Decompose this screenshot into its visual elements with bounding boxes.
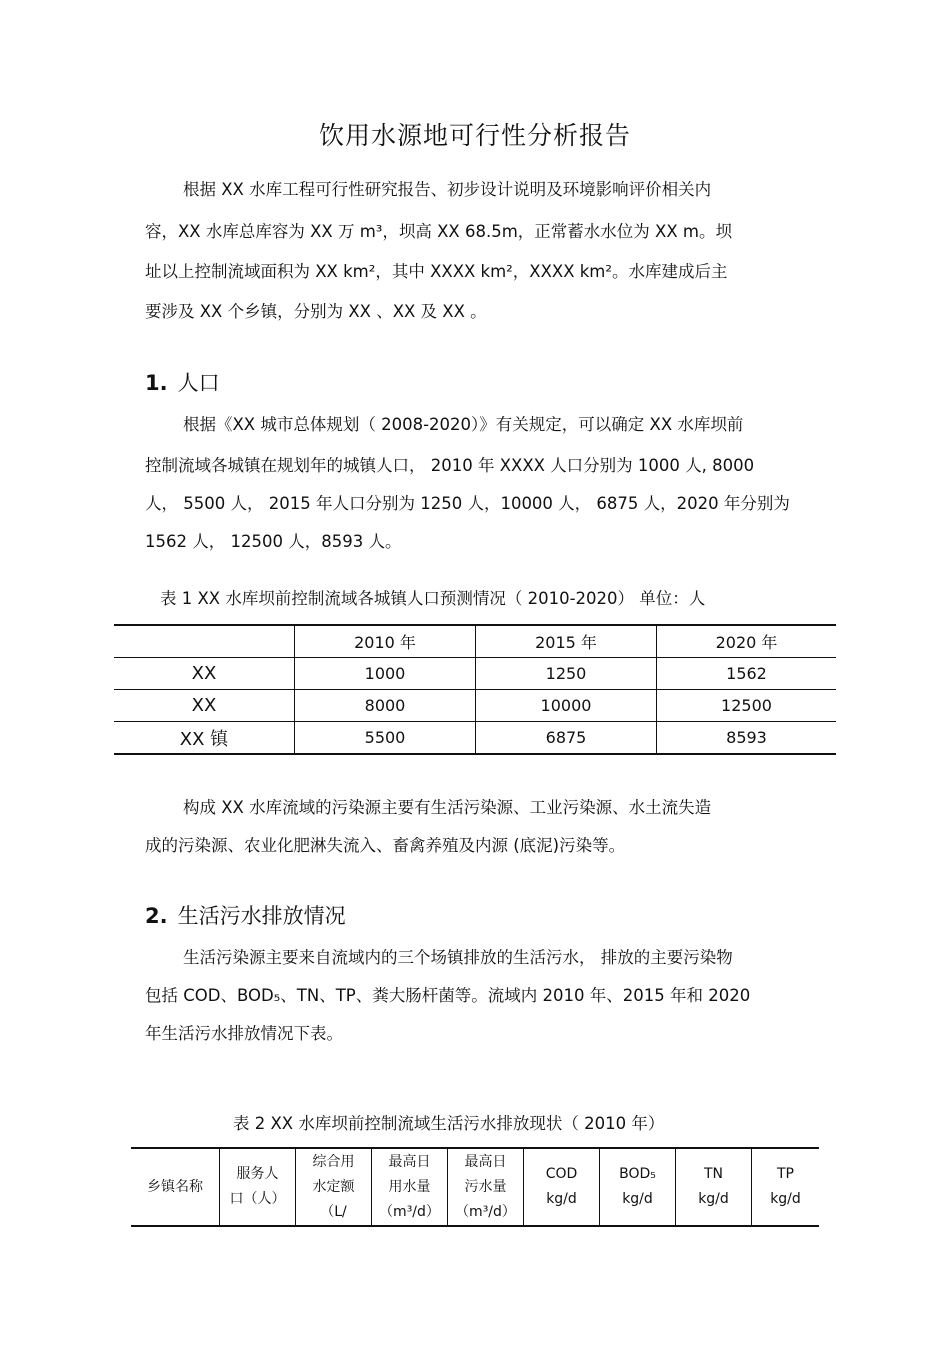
table-header-cell: COD kg/d — [524, 1148, 600, 1226]
section-1-number: 1. — [145, 371, 168, 395]
table-cell: XX — [114, 690, 295, 722]
intro-line-1: 根据 XX 水库工程可行性研究报告、初步设计说明及环境影响评价相关内 — [183, 180, 712, 199]
table-cell: 8593 — [657, 722, 837, 755]
sec1-line-1: 根据《XX 城市总体规划（ 2008-2020）》有关规定，可以确定 XX 水库坝前 — [183, 415, 744, 434]
table-header-cell: BOD₅ kg/d — [600, 1148, 676, 1226]
table-header-row — [131, 1148, 819, 1226]
table-header-cell: 2010 年 — [295, 625, 476, 658]
table-cell: 6875 — [476, 722, 657, 755]
document-title: 饮用水源地可行性分析报告 — [318, 121, 631, 150]
sec2-line-2: 包括 COD、BOD₅、TN、TP、粪大肠杆菌等。流域内 2010 年、2015 年和 2020 — [145, 986, 751, 1005]
table-header-cell: 最高日 污水量 （m³/d） — [448, 1148, 524, 1226]
table-header-cell — [114, 625, 295, 658]
population-table — [114, 624, 836, 755]
table-cell: 5500 — [295, 722, 476, 755]
table-cell: 1000 — [295, 658, 476, 690]
table-header-cell: 综合用 水定额 （L/ — [296, 1148, 372, 1226]
section-1-heading — [145, 367, 220, 397]
pollution-line-2: 成的污染源、农业化肥淋失流入、畜禽养殖及内源 (底泥)污染等。 — [145, 836, 626, 855]
table-header-cell: TN kg/d — [676, 1148, 752, 1226]
table-cell: 1250 — [476, 658, 657, 690]
table-header-cell: 2020 年 — [657, 625, 837, 658]
sec1-line-2: 控制流域各城镇在规划年的城镇人口， 2010 年 XXXX 人口分别为 1000 人, 8000 — [145, 456, 755, 475]
table-row — [114, 690, 836, 722]
sec2-line-3: 年生活污水排放情况下表。 — [145, 1024, 343, 1043]
table-header-cell: 最高日 用水量 （m³/d） — [372, 1148, 448, 1226]
sec1-line-4: 1562 人， 12500 人，8593 人。 — [145, 532, 402, 551]
intro-line-3: 址以上控制流域面积为 XX km²，其中 XXXX km²，XXXX km²。水库建成后主 — [145, 262, 728, 281]
table-cell: XX — [114, 658, 295, 690]
table-header-cell: TP kg/d — [752, 1148, 820, 1226]
table-header-cell: 服务人 口（人） — [220, 1148, 296, 1226]
intro-line-4: 要涉及 XX 个乡镇，分别为 XX 、XX 及 XX 。 — [145, 302, 487, 321]
table-row — [114, 658, 836, 690]
table-cell: 12500 — [657, 690, 837, 722]
section-2-title: 生活污水排放情况 — [177, 904, 346, 928]
table-cell: 1562 — [657, 658, 837, 690]
sec1-line-3: 人， 5500 人， 2015 年人口分别为 1250 人，10000 人， 6875 人，2020 年分别为 — [145, 494, 790, 513]
pollution-line-1: 构成 XX 水库流域的污染源主要有生活污染源、工业污染源、水土流失造 — [183, 798, 712, 817]
intro-line-2: 容，XX 水库总库容为 XX 万 m³，坝高 XX 68.5m，正常蓄水水位为 XX m。坝 — [145, 222, 732, 241]
table-cell: XX 镇 — [114, 722, 295, 755]
table-header-cell: 乡镇名称 — [147, 1178, 203, 1195]
table-2-caption: 表 2 XX 水库坝前控制流域生活污水排放现状（ 2010 年） — [233, 1114, 665, 1133]
table-cell: 8000 — [295, 690, 476, 722]
table-header-row — [114, 625, 836, 658]
section-2-number: 2. — [145, 904, 168, 928]
table-1-caption: 表 1 XX 水库坝前控制流域各城镇人口预测情况（ 2010-2020） 单位：人 — [160, 589, 706, 608]
sewage-table — [131, 1147, 819, 1227]
section-2-heading — [145, 900, 346, 930]
table-row — [114, 722, 836, 755]
sec2-line-1: 生活污染源主要来自流域内的三个场镇排放的生活污水， 排放的主要污染物 — [183, 948, 733, 967]
table-cell: 10000 — [476, 690, 657, 722]
section-1-title: 人口 — [177, 371, 220, 395]
table-header-cell: 2015 年 — [476, 625, 657, 658]
